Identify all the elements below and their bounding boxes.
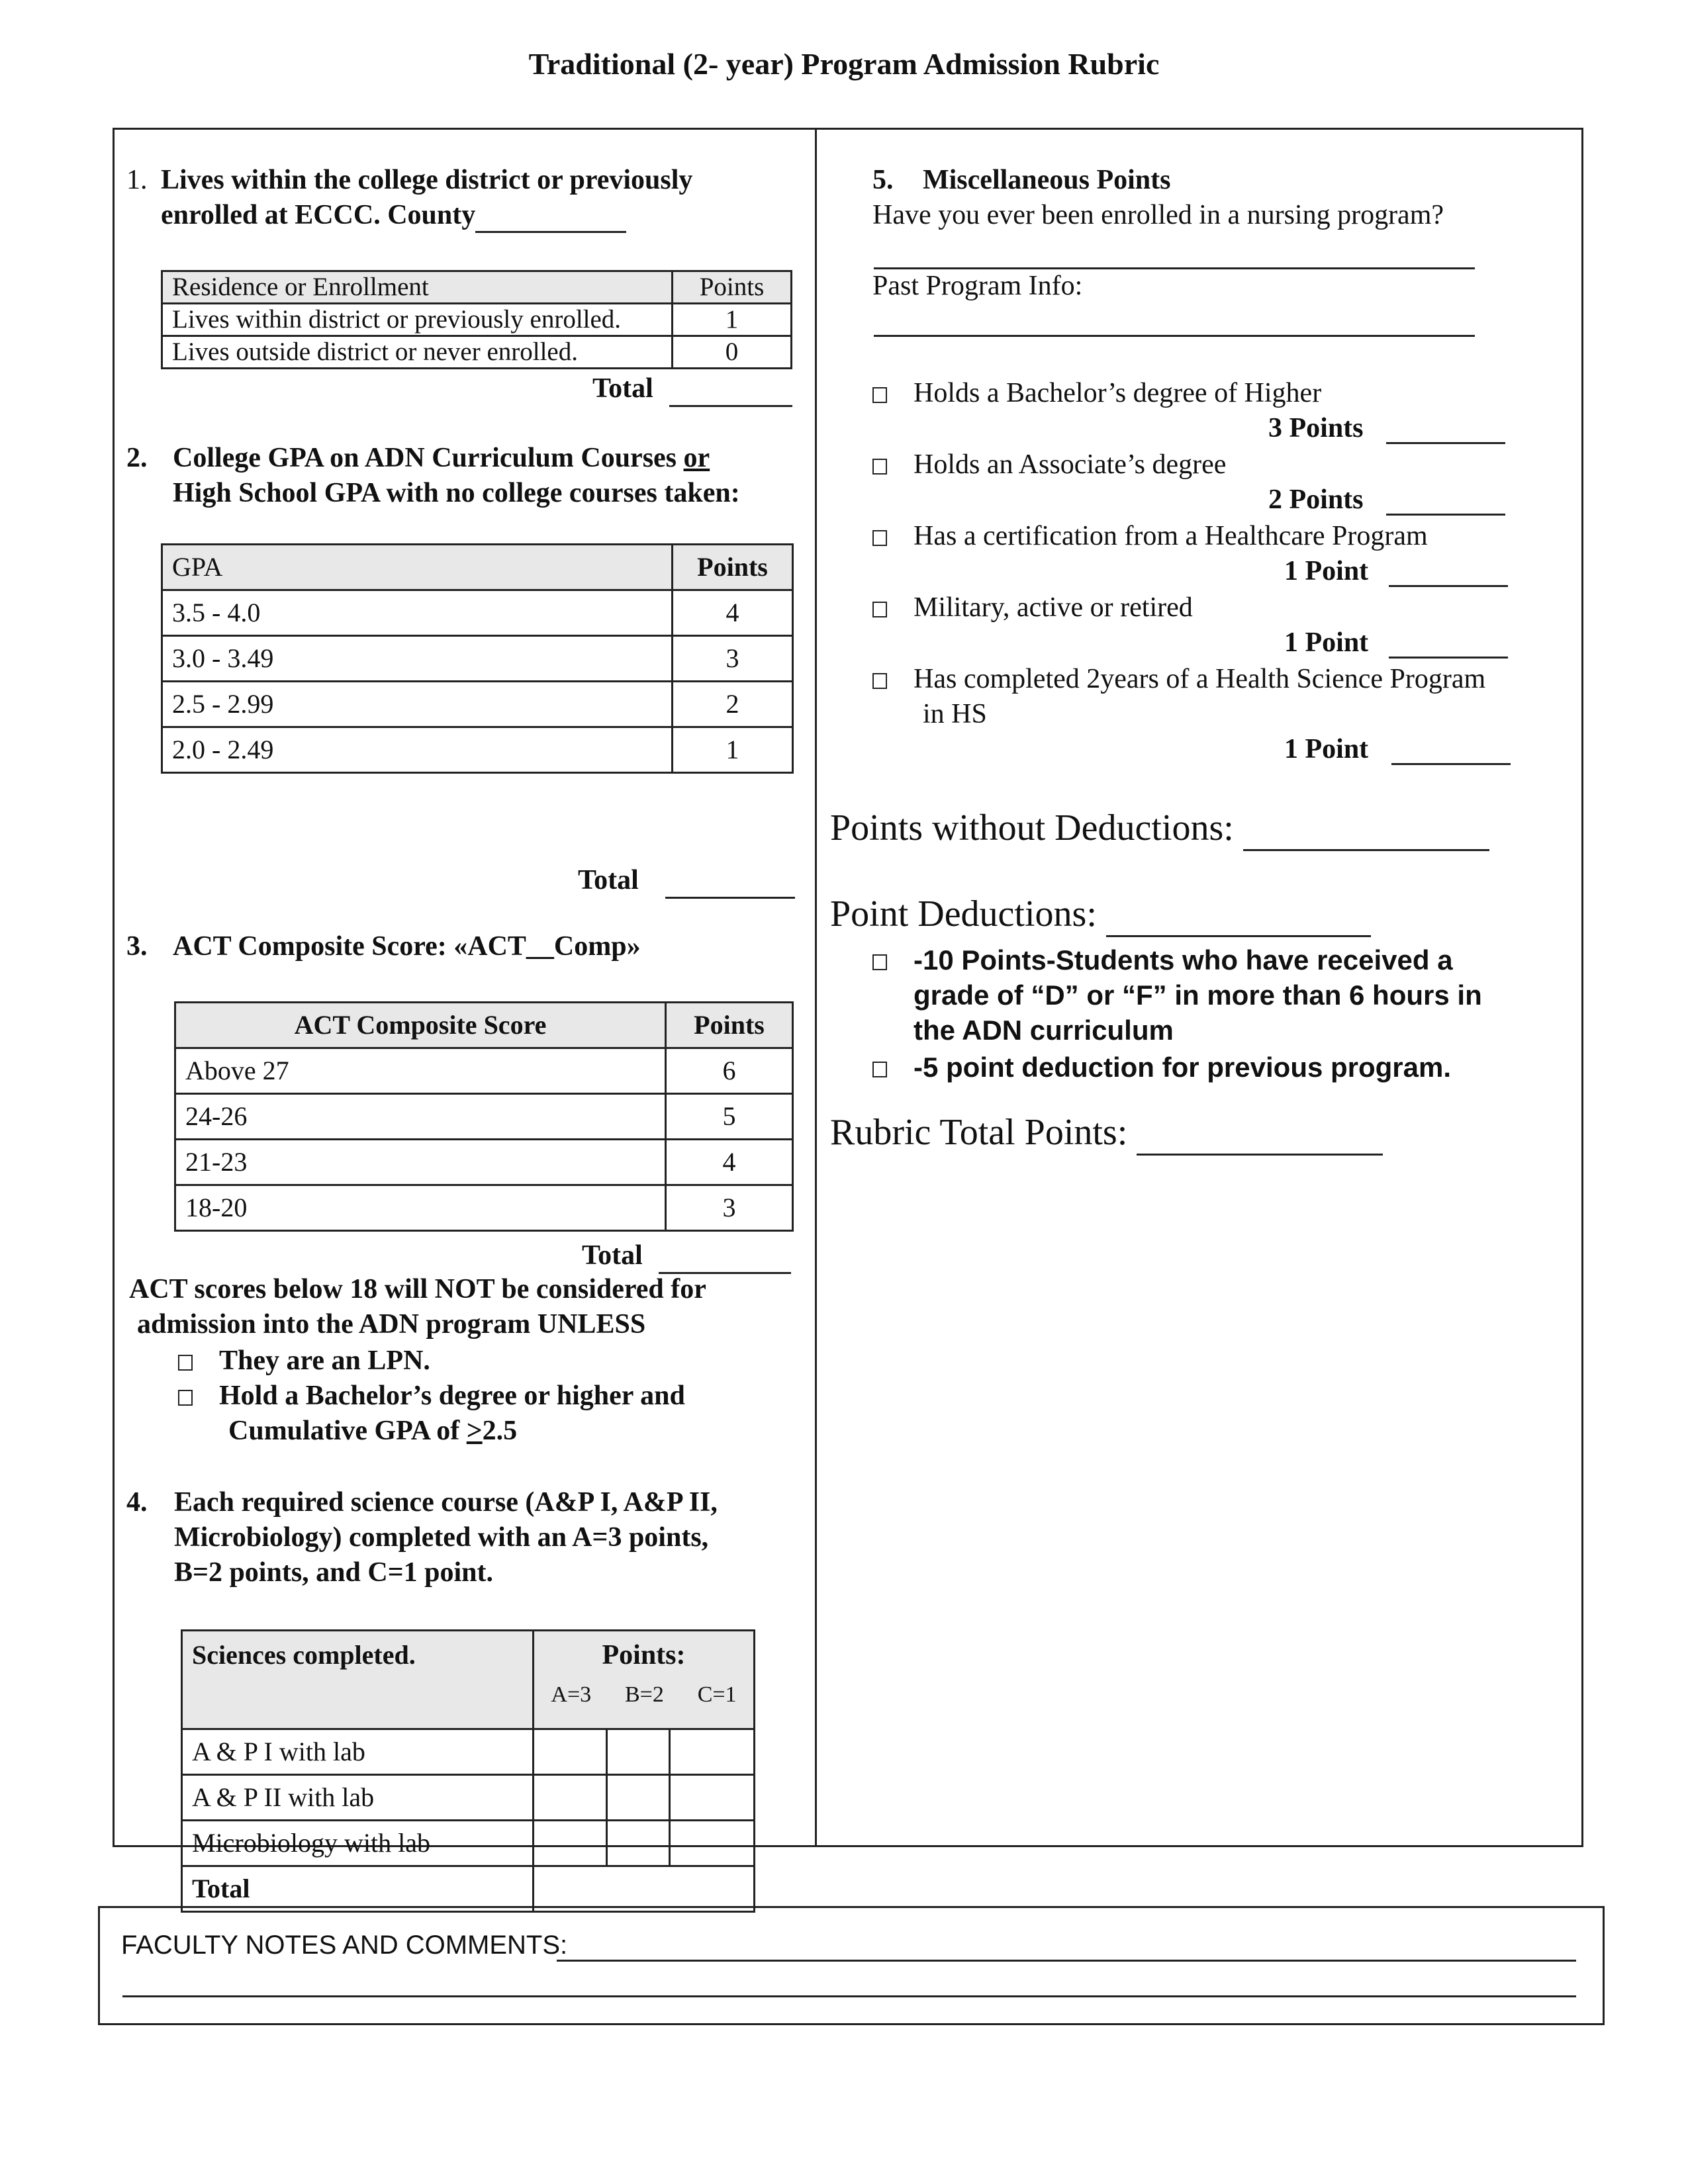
associate-label: Holds an Associate’s degree	[914, 449, 1227, 480]
lpn-checkbox[interactable]	[178, 1355, 193, 1371]
past-program-line[interactable]	[874, 335, 1475, 337]
section-1-number: 1.	[126, 165, 148, 195]
table-row	[162, 304, 792, 336]
sciences-table	[181, 1629, 755, 1913]
points-header-cell	[534, 1631, 755, 1729]
points-cell: 0	[673, 336, 792, 369]
associate-checkbox[interactable]	[872, 459, 887, 475]
act-table	[174, 1001, 794, 1232]
bachelor-gpa-checkbox[interactable]	[178, 1390, 193, 1406]
grade-c-cell[interactable]	[670, 1775, 755, 1821]
section-4-line-3: B=2 points, and C=1 point.	[174, 1557, 494, 1588]
sciences-header: Sciences completed.	[182, 1631, 534, 1729]
section-3-line-1: ACT Composite Score: «ACT__Comp»	[173, 931, 641, 962]
act-header: ACT Composite Score	[175, 1003, 666, 1048]
gpa-table	[161, 543, 794, 774]
section-1-line-2-text: enrolled at ECCC. County	[161, 200, 476, 230]
act-cell: 21-23	[175, 1140, 666, 1185]
deduction-2-checkbox[interactable]	[872, 1062, 887, 1077]
table-row	[175, 1185, 793, 1231]
points-cell: 6	[666, 1048, 793, 1094]
table-row	[175, 1140, 793, 1185]
points-cell: 5	[666, 1094, 793, 1140]
military-points-line[interactable]	[1389, 657, 1508, 659]
past-program-label: Past Program Info:	[872, 271, 1083, 301]
act-cell: 24-26	[175, 1094, 666, 1140]
science-name: Microbiology with lab	[182, 1821, 534, 1866]
table-row	[162, 682, 793, 727]
deduction-1-checkbox[interactable]	[872, 954, 887, 970]
lpn-label: They are an LPN.	[219, 1345, 430, 1376]
table-header-row	[175, 1003, 793, 1048]
section-1-line-1: Lives within the college district or previously	[161, 165, 693, 195]
healthcare-cert-points-line[interactable]	[1389, 585, 1508, 587]
residence-cell: Lives outside district or never enrolled.	[162, 336, 673, 369]
residence-table	[161, 270, 792, 369]
grade-a-cell[interactable]	[534, 1775, 607, 1821]
section-2-line-2: High School GPA with no college courses taken:	[173, 478, 740, 508]
points-label: Points:	[602, 1640, 686, 1670]
points-cell: 2	[673, 682, 793, 727]
act-cell: 18-20	[175, 1185, 666, 1231]
points-header: Points	[673, 545, 793, 590]
points-header: Points	[666, 1003, 793, 1048]
cumulative-gpa-label: Cumulative GPA of	[228, 1416, 467, 1446]
healthcare-cert-item	[872, 519, 1428, 554]
grade-c-cell[interactable]	[670, 1729, 755, 1775]
points-without-deductions-field[interactable]	[1243, 809, 1489, 851]
table-row	[175, 1094, 793, 1140]
science-name: A & P I with lab	[182, 1729, 534, 1775]
sciences-total-cell[interactable]	[534, 1866, 755, 1912]
deduction-item-2	[872, 1050, 1451, 1085]
act-note-line-1: ACT scores below 18 will NOT be considered for	[129, 1274, 706, 1304]
deduction-item-1	[872, 942, 1453, 978]
section-2-number: 2.	[126, 443, 148, 473]
gpa-cell: 3.0 - 3.49	[162, 636, 673, 682]
health-science-points-line[interactable]	[1391, 763, 1511, 765]
health-science-label-2: in HS	[923, 699, 987, 729]
section-2-or: or	[683, 443, 710, 473]
associate-points-line[interactable]	[1386, 514, 1505, 516]
point-deductions-label: Point Deductions:	[830, 893, 1097, 934]
grade-b-label: B=2	[625, 1682, 664, 1707]
healthcare-cert-points: 1 Point	[1284, 556, 1369, 586]
points-cell: 3	[666, 1185, 793, 1231]
deduction-1-line-3: the ADN curriculum	[914, 1015, 1174, 1046]
rubric-total-points	[830, 1109, 1383, 1156]
bachelor-gpa-label: Hold a Bachelor’s degree or higher and	[219, 1381, 685, 1411]
grade-a-label: A=3	[551, 1682, 592, 1707]
grade-c-cell[interactable]	[670, 1821, 755, 1866]
points-cell: 1	[673, 727, 793, 773]
bachelor-checkbox[interactable]	[872, 387, 887, 403]
act-cell: Above 27	[175, 1048, 666, 1094]
section-2-line-1-text: College GPA on ADN Curriculum Courses	[173, 443, 684, 473]
bachelor-points-line[interactable]	[1386, 442, 1505, 444]
section-2-total-label: Total	[578, 865, 639, 895]
section-1-total-label: Total	[592, 373, 653, 404]
bachelor-label: Holds a Bachelor’s degree of Higher	[914, 378, 1322, 408]
deduction-1-line-1: -10 Points-Students who have received a	[914, 944, 1453, 976]
table-row	[182, 1821, 755, 1866]
county-field[interactable]	[475, 231, 626, 233]
gpa-cell: 2.0 - 2.49	[162, 727, 673, 773]
greater-equal-sign: >	[466, 1416, 483, 1446]
table-row	[182, 1775, 755, 1821]
table-header-row	[162, 545, 793, 590]
section-5-number: 5.	[872, 165, 894, 195]
faculty-notes-line-1[interactable]	[557, 1960, 1576, 1962]
associate-points: 2 Points	[1268, 484, 1364, 515]
faculty-notes-box	[98, 1906, 1605, 2025]
health-science-label: Has completed 2years of a Health Science Program	[914, 664, 1486, 694]
science-name: A & P II with lab	[182, 1775, 534, 1821]
table-row	[175, 1048, 793, 1094]
table-row	[162, 636, 793, 682]
act-exception-2	[178, 1379, 685, 1414]
section-3-total-field[interactable]	[659, 1240, 791, 1274]
section-1-total-field[interactable]	[669, 373, 792, 407]
residence-header: Residence or Enrollment	[162, 271, 673, 304]
gpa-threshold: 2.5	[482, 1416, 518, 1446]
section-2-total-field[interactable]	[665, 865, 795, 899]
grade-labels	[534, 1675, 753, 1715]
rubric-box	[113, 128, 1583, 1903]
section-4-line-2: Microbiology) completed with an A=3 points,	[174, 1522, 709, 1553]
section-2-line-1	[173, 441, 710, 476]
points-without-deductions-label: Points without Deductions:	[830, 807, 1234, 848]
faculty-notes-label: FACULTY NOTES AND COMMENTS:	[121, 1931, 568, 1960]
rubric-total-field[interactable]	[1137, 1114, 1383, 1156]
table-row	[162, 727, 793, 773]
grade-a-cell[interactable]	[534, 1729, 607, 1775]
points-cell: 1	[673, 304, 792, 336]
gpa-cell: 3.5 - 4.0	[162, 590, 673, 636]
table-row	[162, 590, 793, 636]
table-row	[182, 1866, 755, 1912]
points-cell: 3	[673, 636, 793, 682]
military-label: Military, active or retired	[914, 592, 1193, 623]
section-3-total-label: Total	[582, 1240, 643, 1271]
section-3-number: 3.	[126, 931, 148, 962]
act-exception-2-line-2	[228, 1414, 517, 1449]
health-science-points: 1 Point	[1284, 734, 1369, 764]
deduction-2-label: -5 point deduction for previous program.	[914, 1052, 1452, 1083]
table-row	[182, 1729, 755, 1775]
residence-cell: Lives within district or previously enrolled.	[162, 304, 673, 336]
gpa-header: GPA	[162, 545, 673, 590]
bachelor-points: 3 Points	[1268, 413, 1364, 443]
health-science-item	[872, 662, 1485, 697]
column-divider	[815, 130, 817, 1845]
section-4-number: 4.	[126, 1487, 148, 1518]
military-points: 1 Point	[1284, 627, 1369, 658]
act-note-line-2: admission into the ADN program UNLESS	[137, 1309, 646, 1340]
bachelor-item	[872, 376, 1321, 411]
nursing-program-question: Have you ever been enrolled in a nursing program?	[872, 200, 1444, 230]
grade-a-cell[interactable]	[534, 1821, 607, 1866]
health-science-checkbox[interactable]	[872, 673, 887, 689]
act-exception-1	[178, 1343, 430, 1379]
grade-c-label: C=1	[697, 1682, 737, 1707]
table-row	[162, 336, 792, 369]
points-cell: 4	[666, 1140, 793, 1185]
grade-b-cell[interactable]	[607, 1775, 670, 1821]
military-checkbox[interactable]	[872, 602, 887, 617]
military-item	[872, 590, 1193, 625]
sciences-total-label: Total	[182, 1866, 534, 1912]
grade-b-cell[interactable]	[607, 1821, 670, 1866]
rubric-total-label: Rubric Total Points:	[830, 1112, 1128, 1153]
deduction-1-line-2: grade of “D” or “F” in more than 6 hours in	[914, 979, 1482, 1011]
points-cell: 4	[673, 590, 793, 636]
section-5-heading: Miscellaneous Points	[923, 165, 1171, 195]
grade-b-cell[interactable]	[607, 1729, 670, 1775]
associate-item	[872, 447, 1226, 482]
points-without-deductions	[830, 805, 1489, 851]
section-1-line-2	[161, 198, 626, 233]
faculty-notes-line-2[interactable]	[122, 1995, 1576, 1997]
point-deductions-field[interactable]	[1106, 895, 1371, 937]
section-4-line-1: Each required science course (A&P I, A&P II,	[174, 1487, 718, 1518]
healthcare-cert-checkbox[interactable]	[872, 530, 887, 546]
table-header-row	[162, 271, 792, 304]
table-header-row	[182, 1631, 755, 1729]
healthcare-cert-label: Has a certification from a Healthcare Program	[914, 521, 1428, 551]
points-header: Points	[673, 271, 792, 304]
page-title: Traditional (2- year) Program Admission Rubric	[528, 47, 1160, 81]
point-deductions	[830, 891, 1371, 937]
gpa-cell: 2.5 - 2.99	[162, 682, 673, 727]
